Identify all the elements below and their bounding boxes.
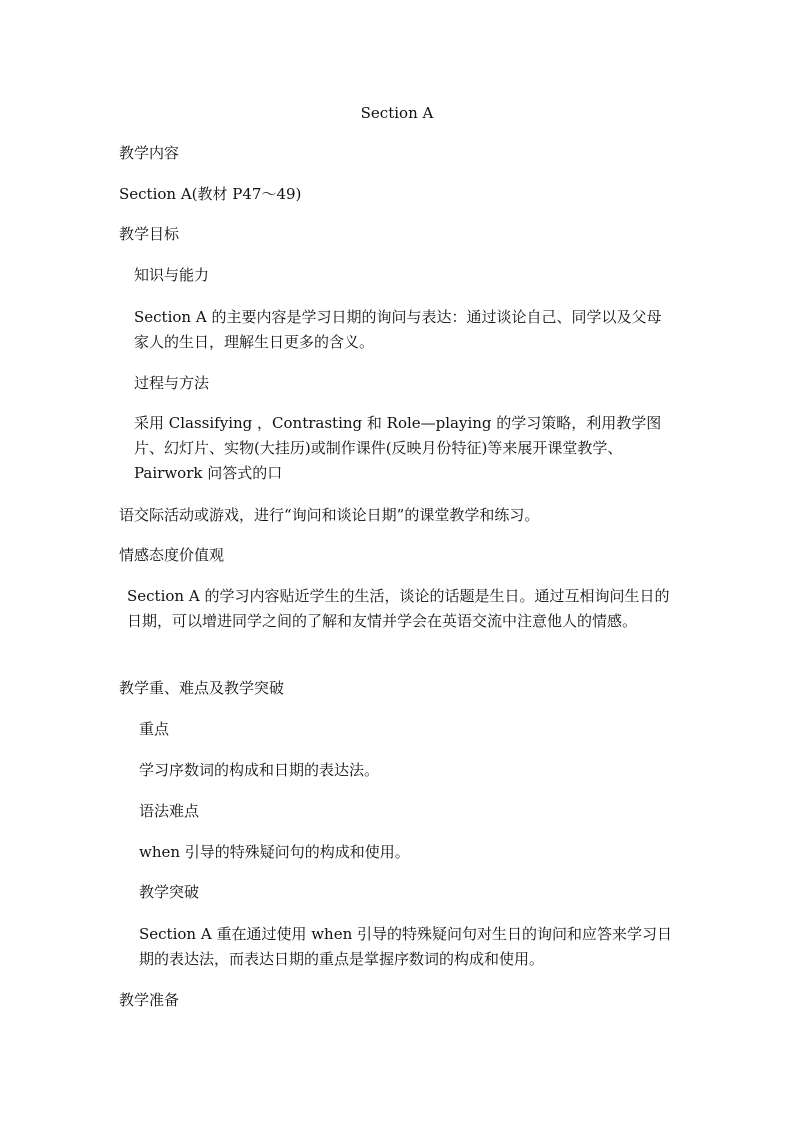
paragraph-process-method: 采用 Classifying ，Contrasting 和 Role—playing 的学习策略，利用教学图片、幻灯片、实物(大挂历)或制作课件(反映月份特征)等来展开课堂教学、Pairwork 问答式的口 <box>134 414 662 482</box>
paragraph-breakthrough: Section A 重在通过使用 when 引导的特殊疑问句对生日的询问和应答来学习日期的表达法，而表达日期的重点是掌握序数词的构成和使用。 <box>139 925 673 968</box>
heading-teaching-preparation: 教学准备 <box>119 991 180 1009</box>
subheading-key-point: 重点 <box>139 720 170 738</box>
subheading-knowledge-ability: 知识与能力 <box>134 266 210 284</box>
subheading-grammar-difficulty: 语法难点 <box>139 802 200 820</box>
paragraph-key-point: 学习序数词的构成和日期的表达法。 <box>139 761 380 779</box>
section-range-text: Section A(教材 P47～49) <box>119 185 302 203</box>
paragraph-emotion-values: Section A 的学习内容贴近学生的生活，谈论的话题是生日。通过互相询问生日的日期，可以增进同学之间的了解和友情并学会在英语交流中注意他人的情感。 <box>127 587 670 630</box>
subheading-breakthrough: 教学突破 <box>139 883 200 901</box>
heading-emotion-values: 情感态度价值观 <box>119 546 225 564</box>
heading-teaching-goals: 教学目标 <box>119 225 180 243</box>
paragraph-knowledge-ability: Section A 的主要内容是学习日期的询问与表达：通过谈论自己、同学以及父母家人的生日，理解生日更多的含义。 <box>134 308 662 351</box>
document-title: Section A <box>360 104 434 122</box>
subheading-process-method: 过程与方法 <box>134 374 210 392</box>
paragraph-process-method-cont: 语交际活动或游戏，进行“询问和谈论日期”的课堂教学和练习。 <box>119 506 540 524</box>
paragraph-grammar-difficulty: when 引导的特殊疑问句的构成和使用。 <box>139 843 410 861</box>
heading-teaching-content: 教学内容 <box>119 144 180 162</box>
heading-key-difficult-points: 教学重、难点及教学突破 <box>119 679 285 697</box>
